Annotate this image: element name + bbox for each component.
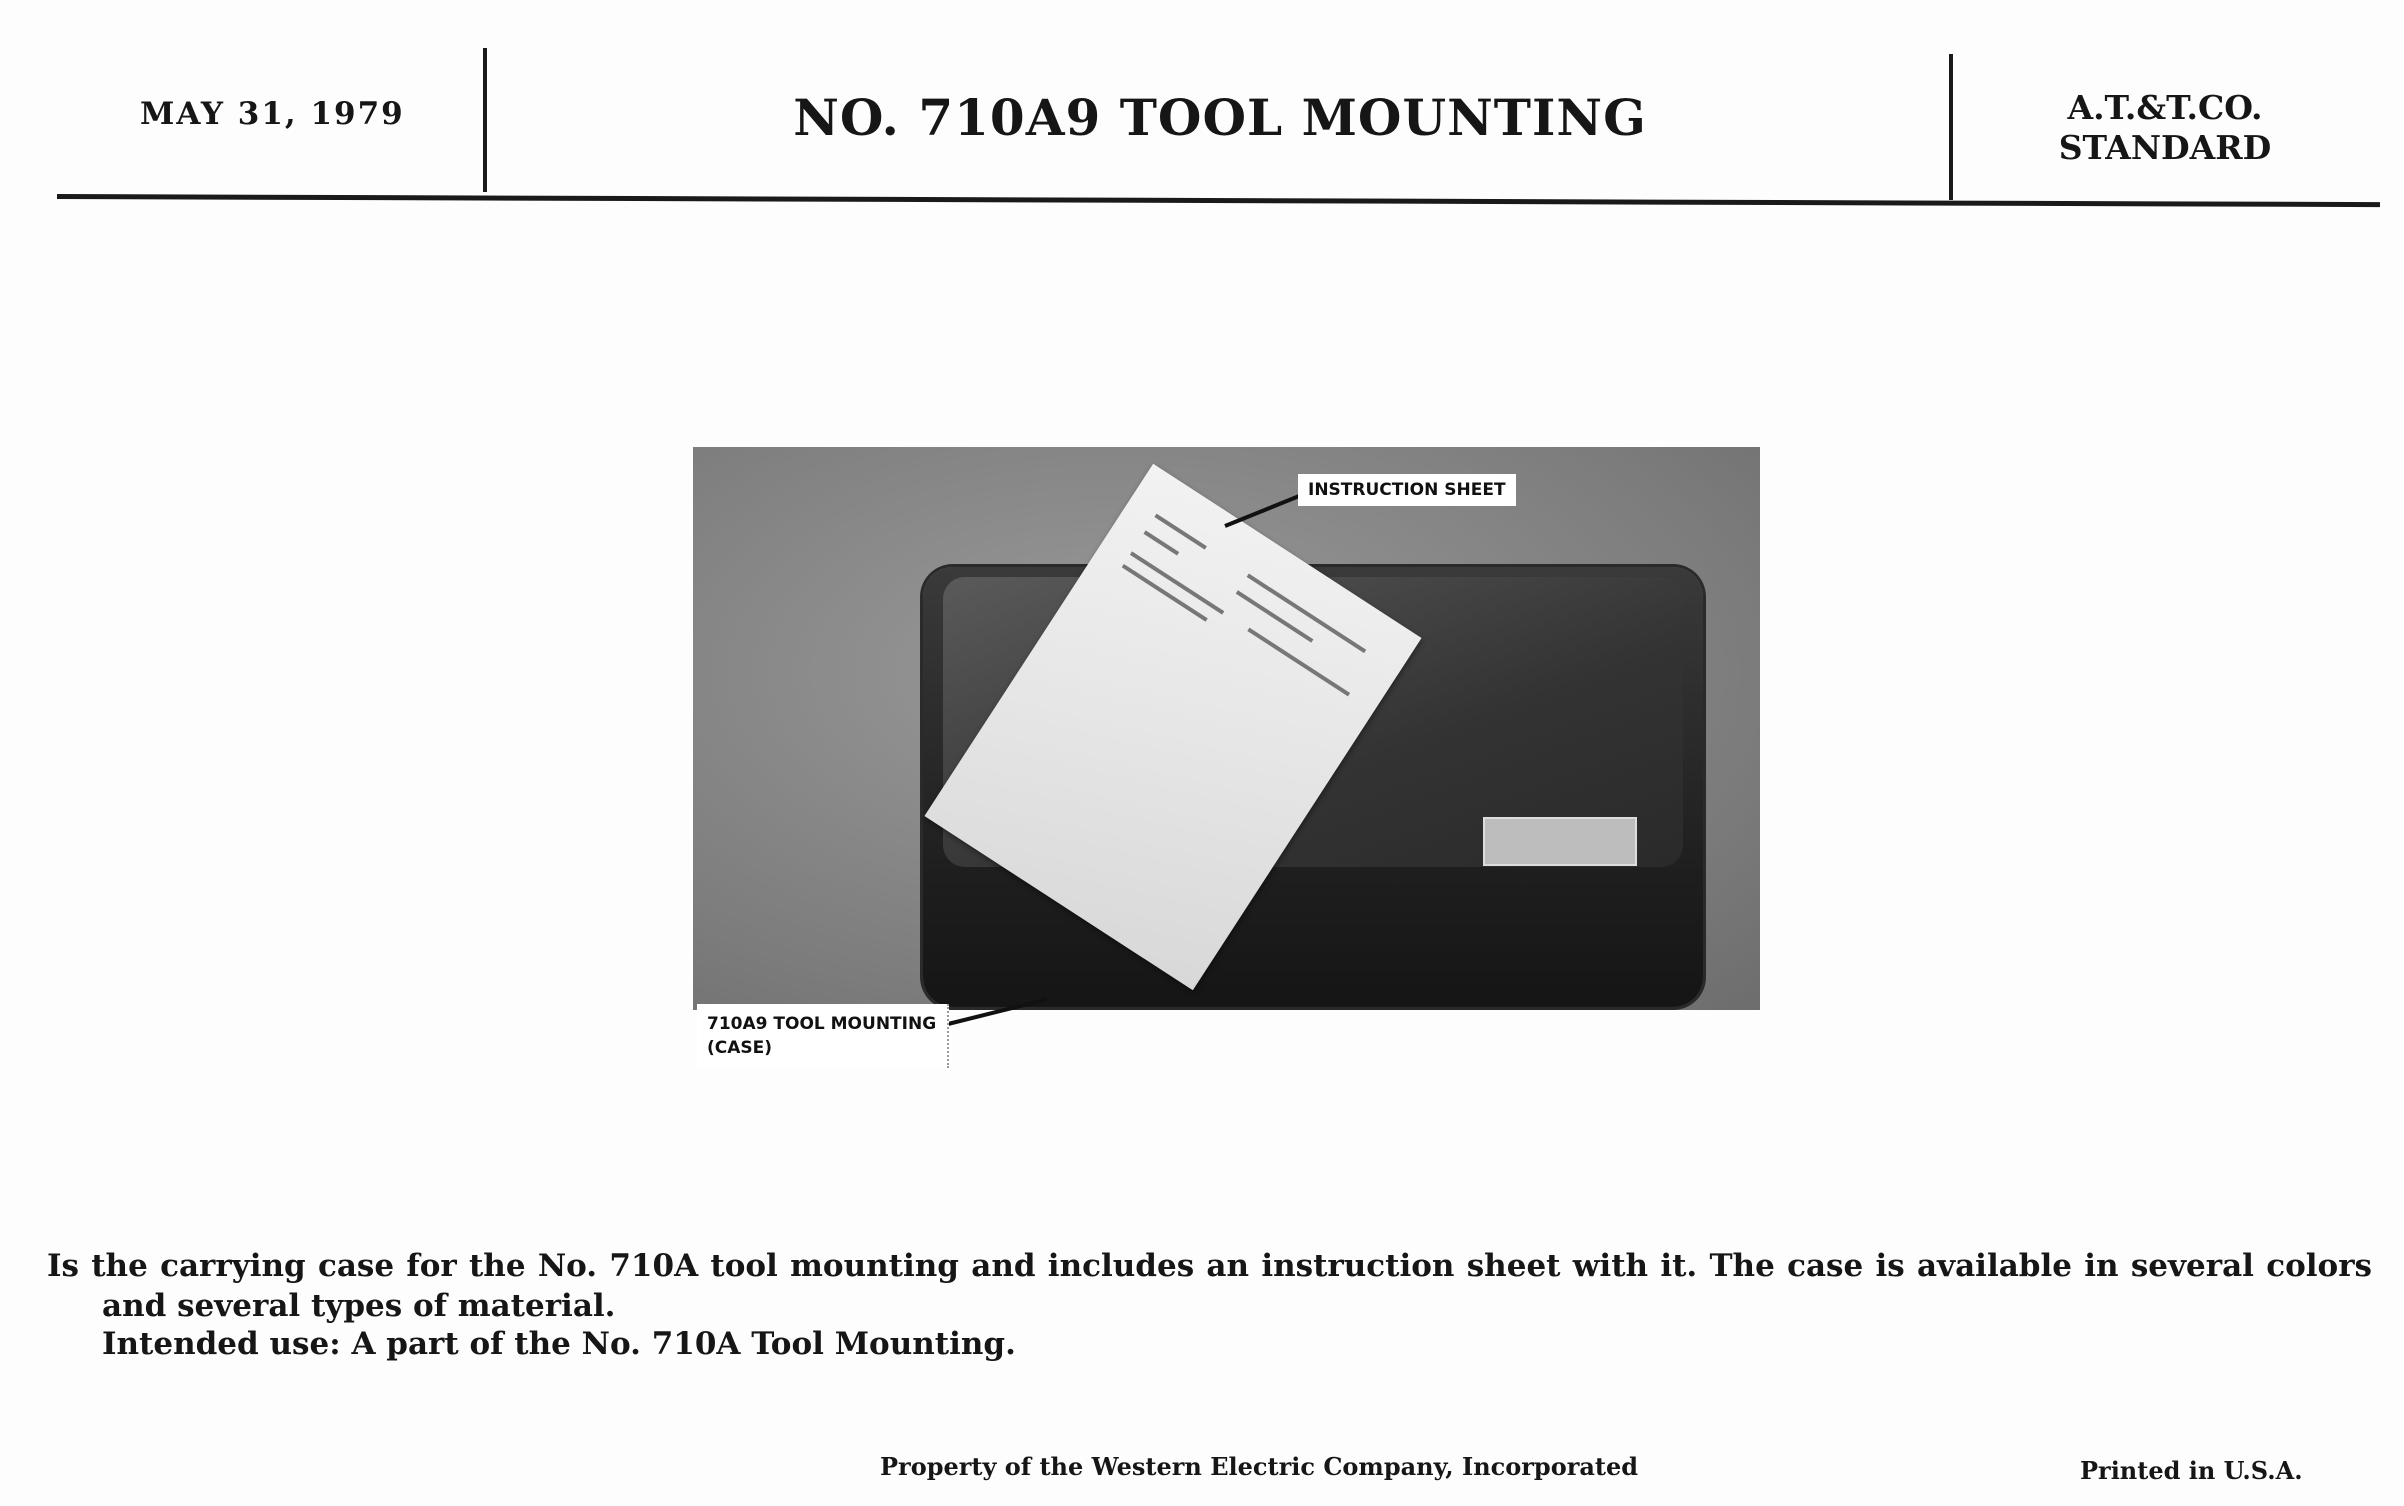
header-rule — [57, 194, 2380, 207]
intended-use-text: Intended use: A part of the No. 710A Tool Mounting. — [102, 1326, 1016, 1362]
instruction-sheet-label: INSTRUCTION SHEET — [1298, 474, 1516, 506]
header-divider-left — [483, 48, 487, 192]
case-nameplate — [1483, 817, 1637, 866]
page-title: NO. 710A9 TOOL MOUNTING — [793, 88, 1647, 147]
standard-label — [1960, 88, 2370, 168]
case-label-line-2: (CASE) — [707, 1038, 773, 1058]
description-text: Is the carrying case for the No. 710A tool mounting and includes an instruction sheet with it. The case is available in several colors and several types of material. — [47, 1248, 2372, 1324]
case-label-line-1: 710A9 TOOL MOUNTING — [707, 1014, 937, 1034]
standard-line-2: STANDARD — [2058, 128, 2272, 167]
property-notice: Property of the Western Electric Company, Incorporated — [880, 1452, 1639, 1481]
standard-line-1: A.T.&T.CO. — [2067, 88, 2263, 127]
document-date: MAY 31, 1979 — [140, 96, 405, 132]
case-label — [697, 1004, 949, 1068]
printed-notice: Printed in U.S.A. — [2080, 1456, 2303, 1485]
product-photo — [693, 447, 1760, 1010]
header-divider-right — [1949, 54, 1953, 200]
